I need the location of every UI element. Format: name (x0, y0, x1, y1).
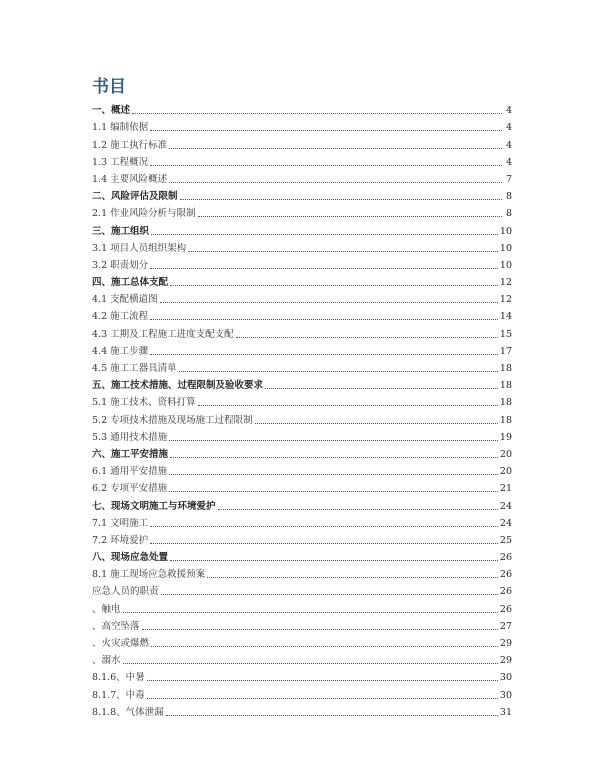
toc-page-number: 12 (499, 294, 512, 306)
toc-entry-text: 八、现场应急处置 (92, 552, 169, 564)
toc-entry[interactable] (92, 203, 512, 220)
toc-entry[interactable] (92, 478, 512, 495)
toc-entry-text: 1.2 施工执行标准 (92, 139, 168, 151)
toc-leader-dots (179, 370, 498, 372)
toc-entry[interactable] (92, 461, 512, 478)
toc-entry[interactable] (92, 117, 512, 134)
toc-entry-text: 二、风险评估及限制 (92, 191, 178, 203)
toc-entry[interactable] (92, 134, 512, 151)
toc-leader-dots (169, 147, 502, 149)
toc-entry[interactable] (92, 581, 512, 598)
toc-entry[interactable] (92, 650, 512, 667)
toc-page-number: 12 (499, 277, 512, 289)
toc-leader-dots (169, 181, 502, 183)
toc-leader-dots (170, 559, 498, 561)
toc-entry-text: 七、现场文明施工与环境爱护 (92, 500, 216, 512)
toc-entry-text: 8.1.7、中毒 (92, 689, 145, 701)
toc-entry[interactable] (92, 289, 512, 306)
toc-entry-text: 一、概述 (92, 105, 131, 117)
toc-entry[interactable] (92, 427, 512, 444)
toc-page-number: 14 (499, 311, 512, 323)
toc-page-number: 18 (499, 414, 512, 426)
toc-entry[interactable] (92, 100, 512, 117)
toc-leader-dots (150, 525, 498, 527)
toc-entry[interactable] (92, 272, 512, 289)
toc-entry-text: 6.2 专项平安措施 (92, 483, 168, 495)
toc-entry[interactable] (92, 547, 512, 564)
toc-entry-text: 7.1 文明施工 (92, 517, 149, 529)
toc-page-number: 4 (505, 122, 512, 134)
toc-entry-text: 5.1 施工技术、资料打算 (92, 397, 196, 409)
toc-entry[interactable] (92, 392, 512, 409)
toc-leader-dots (150, 267, 498, 269)
toc-entry[interactable] (92, 358, 512, 375)
toc-leader-dots (150, 318, 498, 320)
table-of-contents (92, 100, 512, 719)
toc-leader-dots (150, 353, 498, 355)
toc-entry[interactable] (92, 495, 512, 512)
toc-entry-text: 应急人员的职责 (92, 586, 159, 598)
toc-page-number: 10 (499, 225, 512, 237)
toc-entry-text: 五、施工技术措施、过程限制及验收要求 (92, 380, 264, 392)
toc-entry[interactable] (92, 306, 512, 323)
toc-entry[interactable] (92, 409, 512, 426)
toc-entry[interactable] (92, 341, 512, 358)
toc-title: 书目 (92, 77, 126, 97)
toc-page-number: 26 (499, 586, 512, 598)
toc-leader-dots (236, 336, 498, 338)
toc-entry[interactable] (92, 684, 512, 701)
toc-page-number: 26 (499, 603, 512, 615)
toc-entry[interactable] (92, 444, 512, 461)
toc-leader-dots (169, 473, 498, 475)
toc-page-number: 18 (499, 397, 512, 409)
toc-entry[interactable] (92, 530, 512, 547)
toc-entry[interactable] (92, 564, 512, 581)
toc-entry-text: 、高空坠落 (92, 620, 140, 632)
toc-entry[interactable] (92, 702, 512, 719)
toc-leader-dots (265, 387, 498, 389)
toc-page-number: 31 (499, 706, 512, 718)
toc-entry[interactable] (92, 255, 512, 272)
toc-leader-dots (123, 662, 498, 664)
toc-entry[interactable] (92, 513, 512, 530)
toc-entry-text: 3.2 职责划分 (92, 259, 149, 271)
toc-entry[interactable] (92, 220, 512, 237)
toc-page-number: 4 (505, 156, 512, 168)
toc-page-number: 27 (499, 620, 512, 632)
toc-leader-dots (150, 164, 502, 166)
toc-page-number: 30 (499, 689, 512, 701)
toc-leader-dots (147, 679, 498, 681)
toc-leader-dots (151, 645, 498, 647)
toc-leader-dots (123, 611, 498, 613)
toc-entry-text: 4.3 工期及工程施工进度支配支配 (92, 328, 234, 340)
toc-page-number: 21 (499, 483, 512, 495)
toc-page-number: 25 (499, 534, 512, 546)
toc-page-number: 26 (499, 552, 512, 564)
toc-leader-dots (170, 284, 498, 286)
toc-entry-text: 8.1.8、气体泄漏 (92, 706, 164, 718)
toc-leader-dots (160, 301, 498, 303)
toc-entry-text: 1.1 编制依据 (92, 122, 149, 134)
toc-page-number: 7 (505, 173, 512, 185)
toc-page-number: 18 (499, 380, 512, 392)
toc-entry-text: 7.2 环境爱护 (92, 534, 149, 546)
toc-entry-text: 8.1 施工现场应急救援预案 (92, 569, 206, 581)
toc-leader-dots (132, 112, 502, 114)
toc-leader-dots (198, 404, 498, 406)
toc-page-number: 24 (499, 500, 512, 512)
toc-page-number: 20 (499, 466, 512, 478)
toc-entry-text: 、溺水 (92, 655, 121, 667)
toc-page-number: 4 (505, 139, 512, 151)
toc-entry-text: 6.1 通用平安措施 (92, 466, 168, 478)
toc-page-number: 29 (499, 655, 512, 667)
toc-entry-text: 4.4 施工步骤 (92, 345, 149, 357)
toc-page-number: 18 (499, 363, 512, 374)
toc-page-number: 10 (499, 242, 512, 254)
toc-entry[interactable] (92, 323, 512, 340)
toc-entry-text: 8.1.6、中暑 (92, 672, 145, 684)
toc-entry-text: 四、施工总体支配 (92, 277, 169, 289)
toc-leader-dots (170, 456, 498, 458)
toc-entry[interactable] (92, 598, 512, 615)
toc-leader-dots (198, 215, 502, 217)
toc-leader-dots (188, 250, 498, 252)
toc-entry[interactable] (92, 633, 512, 650)
toc-entry-text: 3.1 项目人员组织架构 (92, 242, 187, 254)
toc-entry-text: 1.4 主要风险概述 (92, 173, 168, 185)
toc-entry-text: 六、施工平安措施 (92, 448, 169, 460)
toc-page-number: 26 (499, 569, 512, 581)
toc-page-number: 10 (499, 259, 512, 271)
toc-leader-dots (150, 542, 498, 544)
toc-page-number: 20 (499, 448, 512, 460)
toc-page-number: 19 (499, 431, 512, 443)
toc-entry-text: 、火灾或爆燃 (92, 638, 150, 649)
toc-page-number: 15 (499, 328, 512, 340)
toc-leader-dots (169, 439, 498, 441)
toc-entry[interactable] (92, 375, 512, 392)
toc-leader-dots (255, 422, 498, 424)
toc-page-number: 8 (505, 208, 512, 220)
toc-entry-text: 5.3 通用技术措施 (92, 431, 168, 443)
toc-leader-dots (166, 714, 498, 716)
toc-page-number: 8 (505, 191, 512, 203)
toc-entry-text: 1.3 工程概况 (92, 156, 149, 168)
toc-leader-dots (169, 490, 498, 492)
toc-entry[interactable] (92, 238, 512, 255)
toc-leader-dots (218, 508, 498, 510)
toc-entry-text: 、触电 (92, 603, 121, 615)
toc-leader-dots (150, 129, 502, 131)
toc-page-number: 30 (499, 672, 512, 684)
toc-page-number: 17 (499, 345, 512, 357)
toc-page-number: 29 (499, 638, 512, 649)
toc-leader-dots (151, 233, 498, 235)
toc-leader-dots (161, 593, 498, 595)
toc-leader-dots (142, 628, 498, 630)
toc-page-number: 24 (499, 517, 512, 529)
toc-entry[interactable] (92, 169, 512, 186)
toc-entry-text: 4.5 施工工器具清单 (92, 363, 177, 374)
toc-leader-dots (207, 576, 498, 578)
toc-entry-text: 三、施工组织 (92, 225, 150, 237)
toc-entry[interactable] (92, 616, 512, 633)
toc-leader-dots (180, 198, 502, 200)
toc-entry[interactable] (92, 186, 512, 203)
toc-entry-text: 5.2 专项技术措施及现场施工过程限制 (92, 414, 253, 426)
toc-entry-text: 2.1 作业风险分析与限制 (92, 208, 196, 220)
toc-entry-text: 4.2 施工流程 (92, 311, 149, 323)
toc-page-number: 4 (505, 105, 512, 117)
toc-entry-text: 4.1 支配横道图 (92, 294, 158, 306)
toc-entry[interactable] (92, 152, 512, 169)
toc-entry[interactable] (92, 667, 512, 684)
toc-leader-dots (147, 697, 498, 699)
